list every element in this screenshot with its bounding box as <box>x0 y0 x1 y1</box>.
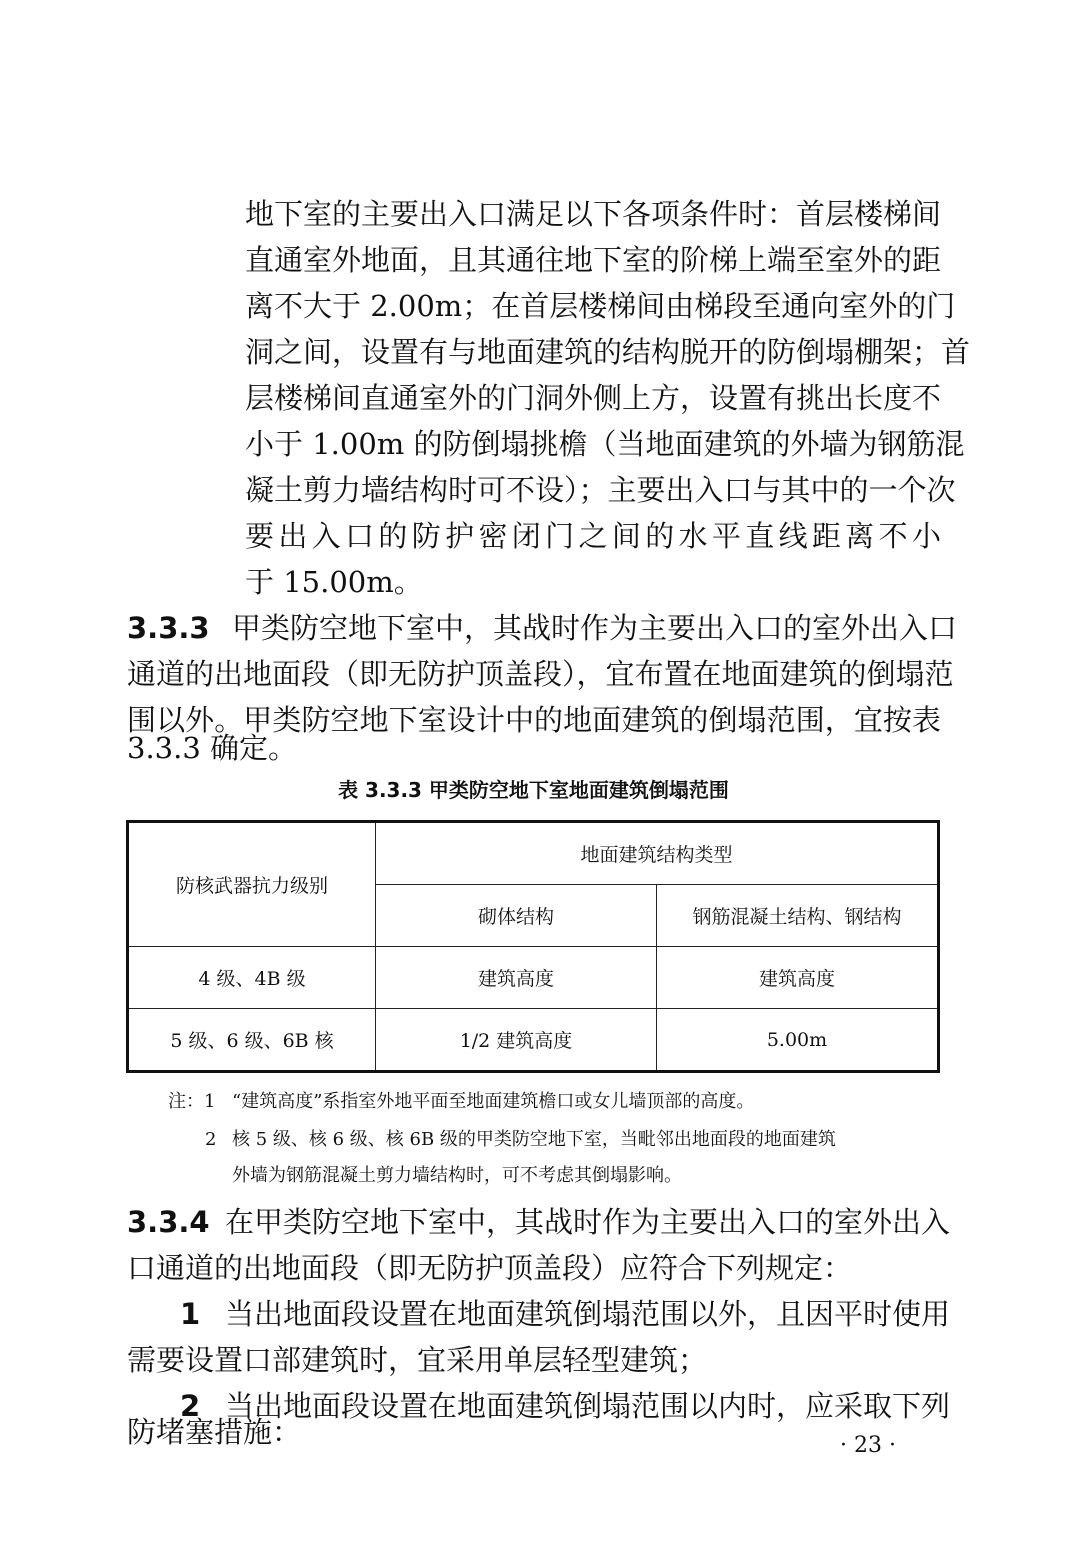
level-cell: 5 级、6 级、6B 核 <box>128 1009 376 1072</box>
text-line: 洞之间，设置有与地面建筑的结构脱开的防倒塌棚架；首 <box>245 335 971 369</box>
clause-number: 3.3.4 <box>127 1205 210 1239</box>
table-header-row <box>128 822 939 885</box>
text-line: 3.3.3 确定。 <box>127 731 298 765</box>
text-line: 小于 1.00m 的防倒塌挑檐（当地面建筑的外墙为钢筋混 <box>245 427 965 461</box>
text-line: 要出入口的防护密闭门之间的水平直线距离不小 <box>245 519 941 553</box>
item-number: 1 <box>180 1297 201 1331</box>
text-line: 凝土剪力墙结构时可不设）；主要出入口与其中的一个次 <box>245 473 956 507</box>
concrete-cell: 5.00m <box>657 1009 939 1072</box>
text-line: 层楼梯间直通室外的门洞外侧上方，设置有挑出长度不 <box>245 381 942 415</box>
note-2-line: 外墙为钢筋混凝土剪力墙结构时，可不考虑其倒塌影响。 <box>232 1165 682 1186</box>
text-line: 防堵塞措施： <box>127 1415 302 1449</box>
table-row <box>128 947 939 1009</box>
text-line: 当出地面段设置在地面建筑倒塌范围以内时，应采取下列 <box>225 1389 951 1423</box>
text-line: 离不大于 2.00m；在首层楼梯间由梯段至通向室外的门 <box>245 289 956 323</box>
row-header-cell: 防核武器抗力级别 <box>128 822 376 947</box>
col-header-concrete: 钢筋混凝土结构、钢结构 <box>657 885 939 947</box>
note-label: 注：1 <box>168 1091 216 1112</box>
text-line: 甲类防空地下室中，其战时作为主要出入口的室外出入口 <box>232 611 958 645</box>
text-line: 需要设置口部建筑时，宜采用单层轻型建筑； <box>127 1343 708 1377</box>
text-line: 在甲类防空地下室中，其战时作为主要出入口的室外出入 <box>225 1205 951 1239</box>
col-header-masonry: 砌体结构 <box>376 885 657 947</box>
item-number: 2 <box>180 1389 201 1423</box>
text-line: 直通室外地面，且其通往地下室的阶梯上端至室外的距 <box>245 243 942 277</box>
text-line: 口通道的出地面段（即无防护顶盖段）应符合下列规定： <box>127 1251 853 1285</box>
table-row <box>128 1009 939 1072</box>
text-line: 地下室的主要出入口满足以下各项条件时：首层楼梯间 <box>245 197 942 231</box>
level-cell: 4 级、4B 级 <box>128 947 376 1009</box>
masonry-cell: 1/2 建筑高度 <box>376 1009 657 1072</box>
text-line: 于 15.00m。 <box>245 565 423 599</box>
note-2-line: 核 5 级、核 6 级、核 6B 级的甲类防空地下室，当毗邻出地面段的地面建筑 <box>232 1129 836 1150</box>
text-line: 通道的出地面段（即无防护顶盖段），宜布置在地面建筑的倒塌范 <box>127 657 954 691</box>
concrete-cell: 建筑高度 <box>657 947 939 1009</box>
text-line: 围以外。甲类防空地下室设计中的地面建筑的倒塌范围，宜按表 <box>127 703 941 737</box>
text-line: 当出地面段设置在地面建筑倒塌范围以外，且因平时使用 <box>225 1297 951 1331</box>
note-2-number: 2 <box>205 1129 217 1150</box>
page-number: · 23 · <box>840 1433 896 1458</box>
clause-number: 3.3.3 <box>127 611 210 645</box>
collapse-range-table <box>126 820 940 1073</box>
note-1: “建筑高度”系指室外地平面至地面建筑檐口或女儿墙顶部的高度。 <box>232 1091 755 1112</box>
masonry-cell: 建筑高度 <box>376 947 657 1009</box>
group-header-cell: 地面建筑结构类型 <box>376 822 939 885</box>
table-caption: 表 3.3.3 甲类防空地下室地面建筑倒塌范围 <box>338 778 729 802</box>
